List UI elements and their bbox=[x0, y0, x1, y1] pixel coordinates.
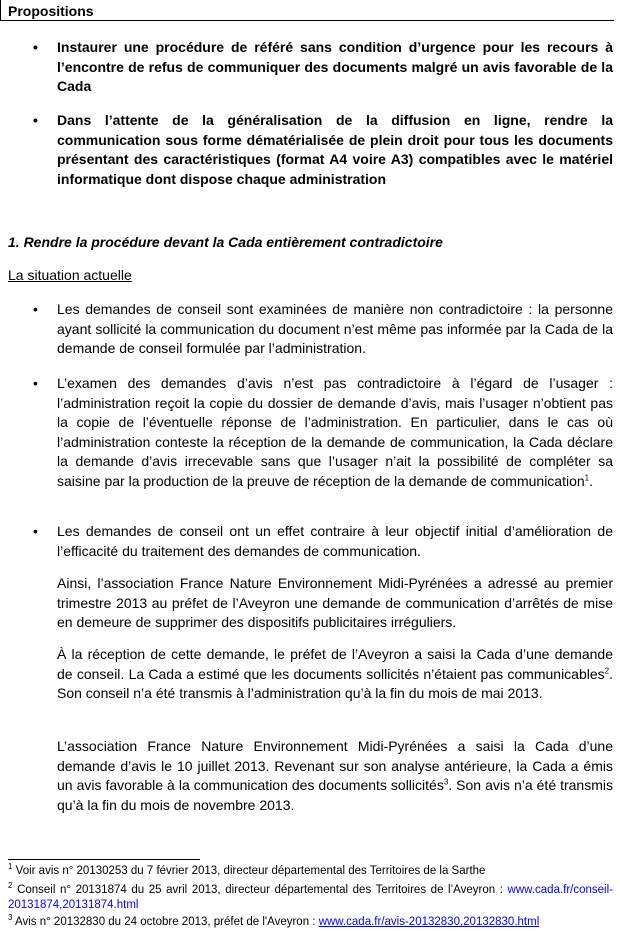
paragraph bbox=[57, 574, 613, 633]
paragraph-text: Les demandes de conseil ont un effet contraire à leur objectif initial d’amélioration de l’efficacité du traitement des demandes de communication. bbox=[57, 523, 613, 559]
footnote-text: Conseil n° 20131874 du 25 avril 2013, directeur départemental des Territoires de l’Aveyron : bbox=[17, 884, 508, 896]
bullet-icon: • bbox=[33, 375, 38, 391]
footnote-number: 2 bbox=[8, 881, 13, 891]
proposition-item bbox=[33, 38, 613, 97]
footnote-ref: 3 bbox=[443, 777, 449, 787]
proposition-text: Dans l’attente de la généralisation de la diffusion en ligne, rendre la communication sous forme dématérialisée de plein droit pour tous les documents présentant des caractéristiques (format A4 voire A3) compatibles avec le matériel informatique dont dispose chaque administration bbox=[57, 112, 613, 187]
bullet-icon: • bbox=[33, 112, 38, 128]
bullet-icon: • bbox=[33, 301, 38, 317]
paragraph-text: L’examen des demandes d’avis n’est pas contradictoire à l’égard de l’usager : l’administration reçoit la copie du dossier de demande d’avis, mais l’usager n’obtient pas la copie de l’éventuelle réponse de l’administration. En particulier, dans le cas où l’administration conteste la réception de la demande de communication, la Cada déclare la demande d’avis irrecevable sans que l’usager n’ait la possibilité de compléter sa saisine par la production de la preuve de réception de la demande de communication bbox=[57, 375, 613, 489]
footnote bbox=[8, 864, 613, 879]
footnote-ref: 1 bbox=[584, 472, 590, 482]
footnote bbox=[8, 883, 613, 913]
paragraph-text: . Son conseil n’a été transmis à l’administration qu’à la fin du mois de mai 2013. bbox=[57, 665, 613, 701]
paragraph bbox=[33, 300, 613, 359]
propositions-header bbox=[0, 0, 614, 21]
header-title: Propositions bbox=[8, 3, 94, 19]
footnote-number: 1 bbox=[8, 862, 13, 872]
paragraph bbox=[33, 374, 613, 491]
proposition-item bbox=[33, 111, 613, 189]
paragraph-text: Les demandes de conseil sont examinées de manière non contradictoire : la personne ayant sollicité la communication du document n’est même pas informée par la Cada de la demande de conseil formulée par l’administration. bbox=[57, 301, 613, 356]
footnote-text: Voir avis n° 20130253 du 7 février 2013, directeur départemental des Territoires de la Sarthe bbox=[15, 865, 486, 877]
section-subheading: La situation actuelle bbox=[8, 267, 132, 283]
footnote-ref: 2 bbox=[604, 665, 610, 675]
paragraph-text: Ainsi, l’association France Nature Environnement Midi-Pyrénées a adressé au premier trimestre 2013 au préfet de l’Aveyron une demande de communication d’arrêtés de mise en demeure de supprimer des dispositifs publicitaires irréguliers. bbox=[57, 575, 613, 630]
section-heading: 1. Rendre la procédure devant la Cada entièrement contradictoire bbox=[8, 234, 443, 250]
footnote-number: 3 bbox=[8, 913, 13, 923]
bullet-icon: • bbox=[33, 39, 38, 55]
footnote-separator bbox=[8, 859, 200, 860]
proposition-text: Instaurer une procédure de référé sans condition d’urgence pour les recours à l’encontre de refus de communiquer des documents malgré un avis favorable de la Cada bbox=[57, 39, 613, 94]
paragraph-text: L’association France Nature Environnement Midi-Pyrénées a saisi la Cada d’une demande d’avis le 10 juillet 2013. Revenant sur son analyse antérieure, la Cada a émis un avis favorable à la communication des documents sollicités bbox=[57, 738, 613, 793]
paragraph-text: . bbox=[589, 472, 594, 489]
paragraph-text: . Son avis n’a été transmis qu’à la fin du mois de novembre 2013. bbox=[57, 777, 613, 813]
paragraph bbox=[33, 522, 613, 561]
footnote-text: Avis n° 20132830 du 24 octobre 2013, préfet de l'Aveyron : bbox=[15, 916, 319, 928]
paragraph-text: À la réception de cette demande, le préfet de l’Aveyron a saisi la Cada d’une demande de conseil. La Cada a estimé que les documents sollicités n’étaient pas communicables bbox=[57, 646, 613, 682]
footnote-link[interactable]: www.cada.fr/avis-20132830,20132830.html bbox=[318, 916, 540, 928]
footnote-link[interactable]: www.cada.fr/conseil-20131874,20131874.html bbox=[8, 884, 614, 911]
bullet-icon: • bbox=[33, 523, 38, 539]
footnote bbox=[8, 915, 613, 930]
paragraph bbox=[57, 645, 613, 704]
paragraph bbox=[57, 737, 613, 815]
